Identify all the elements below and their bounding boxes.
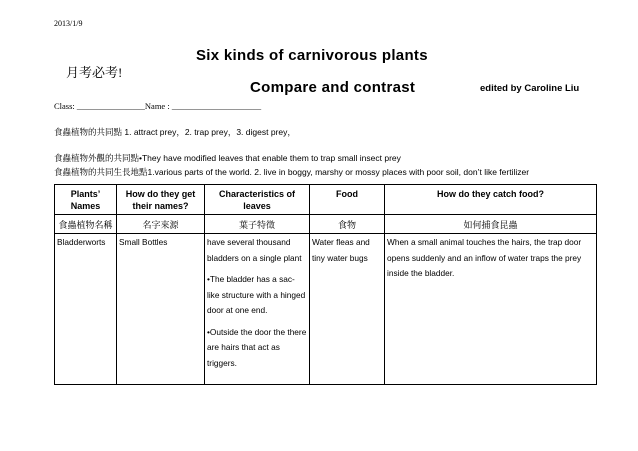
col-header-leaves-line2: leaves: [243, 201, 271, 211]
col-header-origin-zh: 名字來源: [117, 215, 205, 234]
col-header-origin: [117, 185, 205, 215]
exam-slogan: 月考必考!: [66, 65, 123, 80]
col-header-origin-line2: their names?: [132, 201, 189, 211]
col-header-catch-zh: 如何捕食昆蟲: [385, 215, 597, 234]
table-header-row: [55, 185, 597, 215]
date-label: 2013/1/9: [54, 19, 83, 28]
cell-plant-name: Bladderworts: [55, 234, 117, 385]
table-row: [55, 234, 597, 385]
page-title: Six kinds of carnivorous plants: [196, 47, 428, 64]
col-header-catch: [385, 185, 597, 215]
col-header-food-zh: 食物: [310, 215, 385, 234]
col-header-names-line2: Names: [70, 201, 101, 211]
col-header-origin-line1: How do they get: [125, 189, 196, 199]
col-header-food-line1: Food: [336, 189, 358, 199]
intro-appearance: 食蟲植物外觀的共同點•They have modified leaves that enable them to trap small insect prey: [54, 153, 401, 163]
col-header-food: [310, 185, 385, 215]
editor-credit: edited by Caroline Liu: [480, 83, 580, 94]
class-name-line: Class: ________________Name : _____________________: [54, 101, 262, 111]
col-header-leaves-line1: Characteristics of: [218, 189, 296, 199]
col-header-leaves: [205, 185, 310, 215]
leaf-point-3: •Outside the door the there are hairs that act as triggers.: [207, 326, 307, 368]
col-header-names-line1: Plants’: [70, 189, 101, 199]
cell-food: Water fleas and tiny water bugs: [310, 234, 385, 385]
cell-name-origin: Small Bottles: [117, 234, 205, 385]
col-header-catch-line1: How do they catch food?: [437, 189, 544, 199]
cell-catch-method: When a small animal touches the hairs, the trap door opens suddenly and an inflow of water traps the prey inside the bladder.: [385, 234, 597, 385]
leaf-point-1: have several thousand bladders on a single plant: [207, 237, 302, 263]
col-header-leaves-zh: 葉子特徵: [205, 215, 310, 234]
intro-common-points: 食蟲植物的共同點 1. attract prey，2. trap prey，3. digest prey，: [54, 127, 296, 137]
intro-habitat: 食蟲植物的共同生長地點1.various parts of the world. 2. live in boggy, marshy or mossy places with poor soil, don’t like fertilizer: [54, 167, 530, 177]
col-header-names-zh: 食蟲植物名稱: [55, 215, 117, 234]
cell-leaf-characteristics: [205, 234, 310, 385]
leaf-point-2: •The bladder has a sac-like structure with a hinged door at one end.: [207, 274, 306, 315]
col-header-names: [55, 185, 117, 215]
page-subtitle: Compare and contrast: [250, 79, 416, 96]
table-header-chinese-row: [55, 215, 597, 234]
comparison-table: [54, 184, 597, 385]
